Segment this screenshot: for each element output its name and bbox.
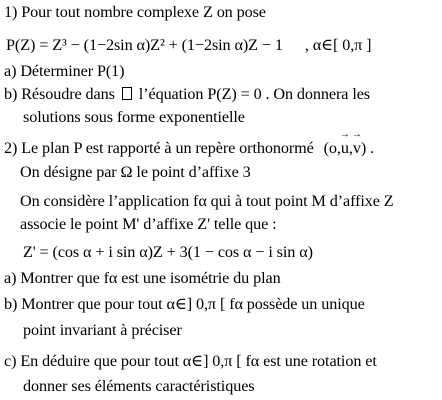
- question-2c-continuation: donner ses éléments caractéristiques: [23, 377, 255, 395]
- part1-heading: 1) Pour tout nombre complexe Z on pose: [4, 3, 266, 21]
- polynomial-expression: P(Z) = Z³ − (1−2sin α)Z² + (1−2sin α)Z − 1: [6, 36, 283, 54]
- question-1b: [4, 86, 370, 102]
- part2-heading-line: [4, 140, 374, 156]
- omega-definition: On désigne par Ω le point d’affixe 3: [20, 163, 251, 181]
- orthonormal-frame: (o,→ u,→ v) .: [324, 139, 374, 157]
- question-1b-suffix: l’équation P(Z) = 0 . On donnera les: [138, 85, 370, 103]
- polynomial-definition: [6, 37, 371, 53]
- question-1b-continuation: solutions sous forme exponentielle: [23, 108, 245, 126]
- complex-set-glyph: [122, 87, 132, 100]
- alpha-domain: , α∈[ 0,π ]: [304, 36, 372, 54]
- image-point-definition: associe le point M' d’affixe Z' telle que :: [20, 215, 277, 233]
- application-definition: On considère l’application fα qui à tout point M d’affixe Z: [20, 192, 394, 210]
- question-2a: a) Montrer que fα est une isométrie du plan: [4, 269, 281, 287]
- part2-heading: 2) Le plan P est rapporté à un repère orthonormé: [4, 139, 314, 157]
- question-2c: c) En déduire que pour tout α∈] 0,π [ fα est une rotation et: [4, 352, 377, 370]
- question-1a: a) Déterminer P(1): [4, 62, 125, 80]
- question-2b-continuation: point invariant à préciser: [23, 321, 182, 339]
- question-1b-prefix: b) Résoudre dans: [4, 85, 115, 103]
- transformation-formula: Z' = (cos α + i sin α)Z + 3(1 − cos α − i sin α): [23, 243, 313, 261]
- question-2b: b) Montrer que pour tout α∈] 0,π [ fα possède un unique: [4, 295, 365, 313]
